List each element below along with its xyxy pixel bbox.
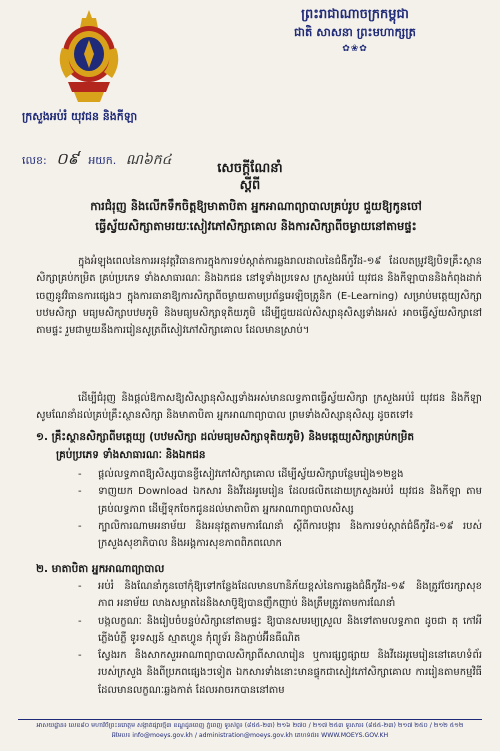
ministry-name: ក្រសួងអប់រំ យុវជន និងកីឡា [22, 110, 138, 123]
list-item: - ស្វែងរក និងសាកសួរអាណាព្យាបាលសិក្សាពីសាលារៀន ឬការផ្សព្វផ្សាយ និងវីដេអូមេរៀននៅគេហទំព័ររបស់ក្រសួង និងពីប្រភពផ្សេងៗទៀត ឯកសារទាំងនោះមានផ្ទុកជាសៀវភៅសិក្សាគោល ការរៀនតាមកម្មវិធីដែលមានលក្ខណៈឆ្លងកាត់ ដែលអាចរកបាននៅតាម [90, 647, 482, 699]
footer-address: អាសយដ្ឋាន៖ លេខ៨០ មហាវិថីព្រះនរោត្តម សង្កាត់ផ្សារថ្មី៣ ខណ្ឌដូនពេញ ភ្នំពេញ ទូរស័ព្ទ៖ (៨៥៥-២៣) ២១៦ ២៧០ / ២១៧ ២៥៣ ទូរសារ៖ (៨៥៥-២៣) ២១៧ ២៥០ / ២១២ ៥១២ [36, 722, 464, 729]
section-1-heading [36, 428, 482, 464]
ornament-divider: ✿❀✿ [342, 44, 368, 54]
subject-line: ធ្វើស្វ័យសិក្សាតាមរយៈសៀវភៅសិក្សាគោល និងការសិក្សាពីចម្ងាយនៅតាមផ្ទះ [95, 219, 417, 233]
list-item: - អប់រំ និងណែនាំកូនចៅកុំឱ្យទៅកន្លែងដែលមានហានិភ័យខ្ពស់នៃការឆ្លងជំងឺកូវីដ-១៩ និងត្រូវថែរក្សាសុខភាព អនាម័យ លាងសម្អាតដៃនិងសាប៊ូឱ្យបានញឹកញាប់ និងត្រឹមត្រូវតាមការណែនាំ [90, 578, 482, 613]
reference-number-value: ០៩ [56, 149, 79, 168]
list-item: - ផ្តល់លទ្ធភាពឱ្យសិស្សបានខ្ចីសៀវភៅសិក្សាគោល ដើម្បីស្វ័យសិក្សាបន្ថែមរៀង១២ខ្ទង [90, 466, 482, 483]
ministry-seal-logo [54, 8, 124, 104]
document-title: សេចក្តីណែនាំ [217, 161, 283, 176]
reference-suffix: អយក. [88, 154, 117, 167]
section-2-heading: ២. មាតាបិតា អ្នកអាណាព្យាបាល [36, 563, 165, 575]
document-title-about: ស្តីពី [239, 178, 261, 193]
footer-contact: អ៊ីមែល៖ info@moeys.gov.kh / administration@moeys.gov.kh គេហទំព័រ៖ WWW.MOEYS.GOV.KH [111, 732, 389, 739]
list-item: - ទាញយក Download ឯកសារ និងវីដេអូមេរៀន ដែលផលិតដោយក្រសួងអប់រំ យុវជន និងកីឡា តាមគ្រប់លទ្ធភាព ដើម្បីទុកចែកជូនដល់មាតាបិតា អ្នកអាណាព្យាបាលសិស្ស [90, 483, 482, 518]
reference-year: ណ៦ក៤ [125, 152, 172, 168]
document-subject [36, 196, 476, 236]
section-1-list [90, 466, 482, 552]
list-item: - បង្កលក្ខណៈ និងរៀបចំបន្ទប់សិក្សានៅតាមផ្ទះ ឱ្យបានសមរម្យស្រួល និងទៅតាមលទ្ធភាព ដូចជា តុ កៅអី ភ្លើងបំភ្លឺ ទូរទស្សន៍ ស្មាតហ្វូន កុំព្យូទ័រ និងភ្ជាប់អ៊ីនធឺណិត [90, 613, 482, 648]
intro-paragraph: ក្នុងអំឡុងពេលនៃការអនុវត្តវិធានការក្នុងការទប់ស្កាត់ការឆ្លងរាលដាលនៃជំងឺកូវីដ-១៩ ដែលតម្រូវឱ្យបិទគ្រឹះស្ថានសិក្សាគ្រប់កម្រិត គ្រប់ប្រភេទ ទាំងសាធារណៈ និងឯកជន នៅទូទាំងប្រទេស ក្រសួងអប់រំ យុវជន និងកីឡាបាននិងកំពុងដាក់ចេញនូវវិធានការផ្សេងៗ ក្នុងការធានាឱ្យការសិក្សាពីចម្ងាយតាមប្រព័ន្ធអេឡិចត្រូនិក (E-Learning) សម្រាប់មត្តេយ្យសិក្សា បឋមសិក្សា មធ្យមសិក្សាបឋមភូមិ និងមធ្យមសិក្សាទុតិយភូមិ ដើម្បីជួយដល់សិស្សានុសិស្សទាំងអស់ អាចធ្វើស្វ័យសិក្សានៅតាមផ្ទះ រួមជាមួយនឹងការរៀនសូត្រពីសៀវភៅសិក្សាគោល ដែលមានស្រាប់។ [36, 256, 482, 337]
section-1-heading-text: ១. គ្រឹះស្ថានសិក្សាពីមត្តេយ្យ (បឋមសិក្សា ដល់មធ្យមសិក្សាទុតិយភូមិ) និងមត្តេយ្យសិក្សាគ្រប់កម្រិត [36, 431, 415, 443]
guidance-paragraph: ដើម្បីជំរុញ និងផ្តល់ឱកាសឱ្យសិស្សានុសិស្សទាំងអស់មានលទ្ធភាពធ្វើស្វ័យសិក្សា ក្រសួងអប់រំ យុវជន និងកីឡាសូមណែនាំដល់គ្រប់គ្រឹះស្ថានសិក្សា និងមាតាបិតា អ្នកអាណាព្យាបាល ព្រមទាំងសិស្សានុសិស្ស ដូចតទៅ៖ [36, 393, 482, 422]
section-2-list [90, 578, 482, 699]
list-item: - ក្បាលិការណាមអនាម័យ និងអនុវត្តតាមការណែនាំ ស្តីពីការបង្ការ និងការទប់ស្កាត់ជំងឺកូវីដ-១៩ របស់ក្រសួងសុខាភិបាល និងអង្គការសុខភាពពិភពលោក [90, 518, 482, 553]
subject-line: ការជំរុញ និងលើកទឹកចិត្តឱ្យមាតាបិតា អ្នកអាណាព្យាបាលគ្រប់រូប ជួយឱ្យកូនចៅ [90, 199, 422, 213]
kingdom-heading: ព្រះរាជាណាចក្រកម្ពុជា [301, 7, 409, 22]
national-motto: ជាតិ សាសនា ព្រះមហាក្សត្រ [294, 25, 416, 39]
reference-prefix: លេខ: [22, 154, 47, 167]
footer-divider [18, 719, 482, 720]
section-1-heading-cont: គ្រប់ប្រភេទ ទាំងសាធារណៈ និងឯកជន [56, 449, 206, 461]
